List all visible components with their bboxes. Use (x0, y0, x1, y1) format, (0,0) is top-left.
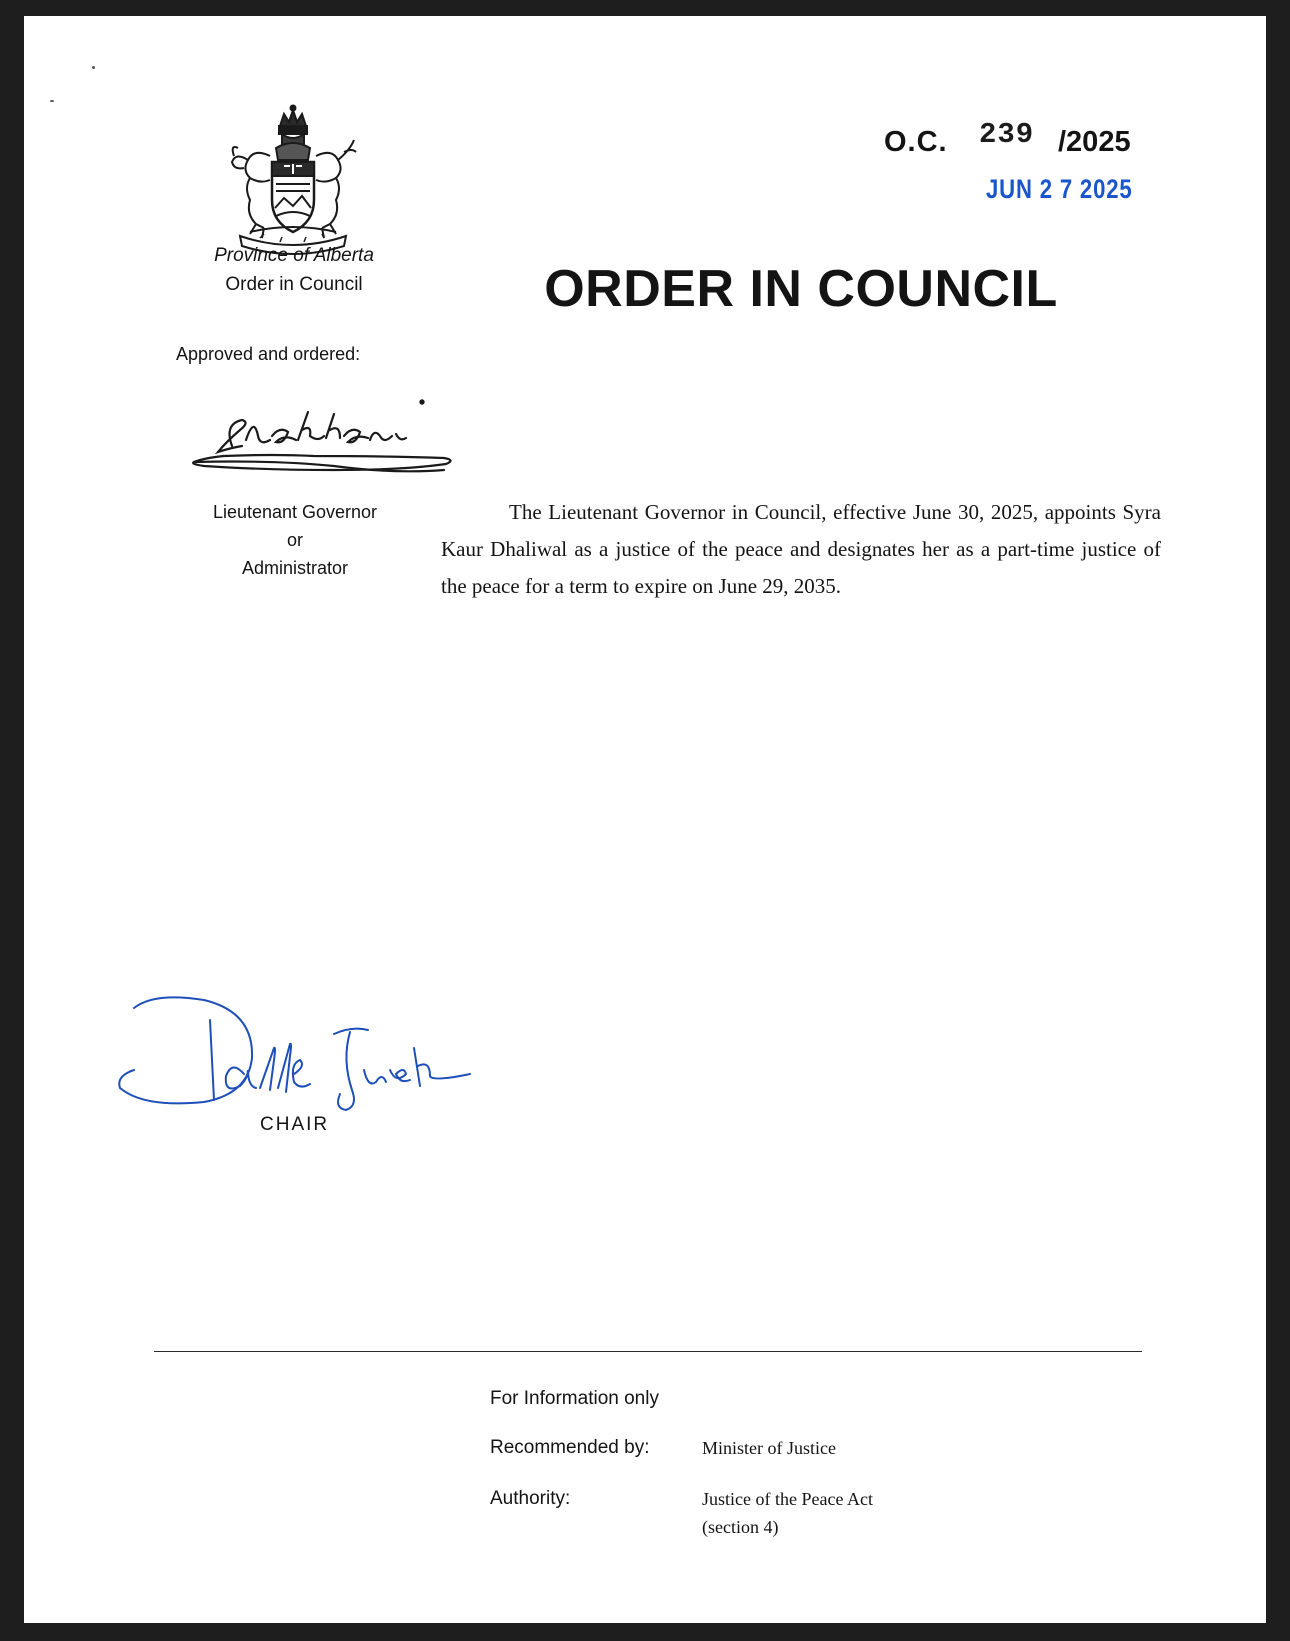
authority-value: Justice of the Peace Act (702, 1489, 873, 1509)
oc-prefix: O.C. (884, 126, 948, 158)
coat-of-arms-icon (220, 104, 366, 256)
scan-speck (92, 66, 95, 69)
divider (154, 1351, 1142, 1352)
oc-year: /2025 (1058, 126, 1131, 158)
authority-section: (section 4) (702, 1517, 779, 1537)
province-name: Province of Alberta (214, 245, 374, 266)
date-stamp: JUN 2 7 2025 (986, 174, 1133, 204)
chair-label: CHAIR (260, 1114, 330, 1135)
order-number (884, 114, 1184, 164)
signer-title-line: Lieutenant Governor (212, 502, 378, 522)
info-only-label: For Information only (490, 1388, 659, 1409)
page-title: ORDER IN COUNCIL (544, 260, 1058, 318)
scan-speck (50, 100, 54, 102)
document-page (24, 16, 1266, 1623)
lieutenant-governor-signature (184, 396, 484, 496)
order-body-text: The Lieutenant Governor in Council, effective June 30, 2025, appoints Syra Kaur Dhaliwal as a justice of the peace and designates her as a part-time justice of the peace for a term to expire on June 29, 2035. (441, 500, 1161, 598)
authority-label: Authority: (490, 1488, 571, 1509)
signer-title-line: Administrator (241, 558, 349, 578)
approved-label: Approved and ordered: (176, 344, 361, 364)
recommended-value: Minister of Justice (702, 1438, 836, 1458)
recommended-label: Recommended by: (490, 1437, 650, 1458)
province-subtitle: Order in Council (225, 274, 363, 295)
signer-title-line: or (286, 530, 303, 550)
oc-number: 239 (979, 118, 1035, 151)
